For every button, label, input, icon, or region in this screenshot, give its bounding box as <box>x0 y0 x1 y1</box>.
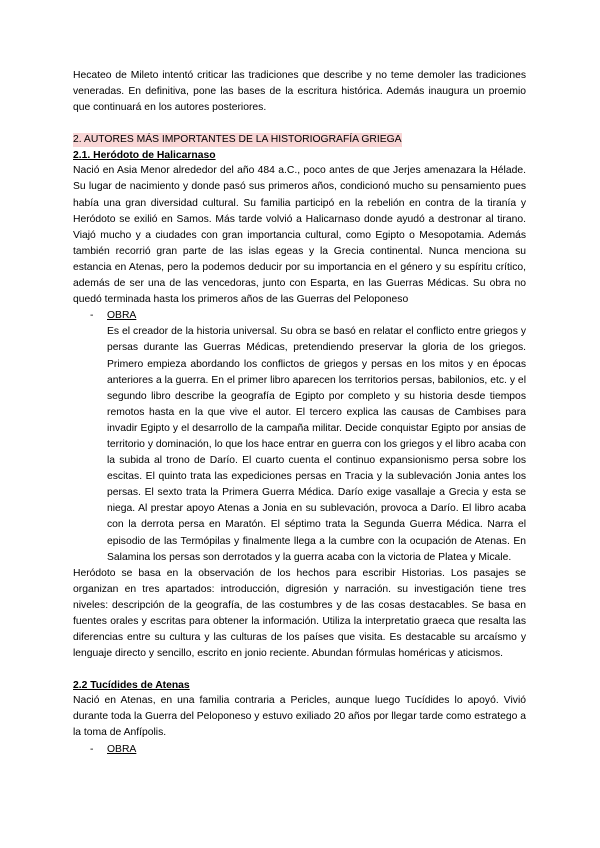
bullet-label: OBRA <box>107 743 137 755</box>
herodoto-obra-text: Es el creador de la historia universal. Su obra se basó en relatar el conflicto entre griegos y persas durante las Guerras Médicas, pretendiendo preservar la gloria de los griegos. Primero empieza abordando los conflictos de griegos y persas en los mitos y en épocas anteriores a la guerra. En el primer libro aparecen los territorios persas, babilonios, etc. y el segundo libro describe la geografía de Egipto por completo y su historia desde tiempos remotos hasta en la que vive el autor. El tercero explica las causas de Cambises para invadir Egipto y el desarrollo de la campaña militar. Decide conquistar Egipto por ansias de territorio y dominación, lo que los hace entrar en guerra con los griegos y el libro acaba con la subida al trono de Darío. El cuarto cuenta el continuo expansionismo persa sobre los escitas. El quinto trata las expediciones persas en Tracia y la sublevación Jonia antes los persas. El sexto trata la Primera Guerra Médica. Darío exige vasallaje a Grecia y esta se niega. Al prestar apoyo Atenas a Jonia en su sublevación, provoca a Darío. El libro acaba con la derrota persa en Maratón. El séptimo trata la Segunda Guerra Médica. Narra el episodio de las Termópilas y finalmente llega a la cumbre con la ocupación de Atenas. En Salamina los persas son derrotados y la guerra acaba con la victoria de Platea y Micale. <box>107 326 526 563</box>
section-gap <box>73 662 526 678</box>
herodoto-obra-bullet <box>73 308 526 324</box>
herodoto-title: 2.1. Heródoto de Halicarnaso <box>73 150 216 162</box>
document-page <box>73 68 526 758</box>
bullet-label: OBRA <box>107 310 137 322</box>
tucidides-bio: Nació en Atenas, en una familia contraria a Pericles, aunque luego Tucídides lo apoyó. Vivió durante toda la Guerra del Peloponeso y estuvo exiliado 20 años por llegar tarde como estratego a la toma de Anfípolis. <box>73 695 526 739</box>
section-heading-row <box>73 132 526 148</box>
section-heading: 2. AUTORES MÁS IMPORTANTES DE LA HISTORIOGRAFÍA GRIEGA <box>73 134 402 146</box>
tucidides-title: 2.2 Tucídides de Atenas <box>73 680 190 692</box>
bullet-dash: - <box>90 743 94 755</box>
tucidides-obra-bullet <box>73 742 526 758</box>
herodoto-method: Heródoto se basa en la observación de los hechos para escribir Historias. Los pasajes se organizan en tres apartados: introducción, digresión y narración. su investigación tiene tres niveles: descripción de la geografía, de las costumbres y de las cosas destacables. Se basa en fuentes orales y escritas para obtener la información. Utiliza la interpretatio graeca que resalta las diferencias entre su cultura y las culturas de los países que visita. Es destacable su arcaísmo y lenguaje directo y sencillo, escrito en jonio reciente. Abundan fórmulas homéricas y aticismos. <box>73 567 526 660</box>
herodoto-bio: Nació en Asia Menor alrededor del año 484 a.C., poco antes de que Jerjes amenazara la Hélade. Su lugar de nacimiento y donde pasó sus primeros años, condicionó mucho su pensamiento pues había una gran diversidad cultural. Su familia participó en la rebelión en contra de la tiranía y Heródoto se exilió en Samos. Más tarde volvió a Halicarnaso donde ayudó a destronar al tirano. Viajó mucho y a ciudades con gran importancia cultural, como Egipto o Mesopotamia. Además también recorrió gran parte de las islas egeas y la Grecia continental. Nunca menciona su estancia en Atenas, pero la podemos deducir por su importancia en el género y su espíritu crítico, además de ser una de las vencedoras, junto con Esparta, en las Guerras Médicas. Su obra no quedó terminada hasta los primeros años de las Guerras del Peloponeso <box>73 165 526 306</box>
bullet-dash: - <box>90 310 94 322</box>
intro-paragraph: Hecateo de Mileto intentó criticar las tradiciones que describe y no teme demoler las tradiciones veneradas. En definitiva, pone las bases de la escritura histórica. Además inaugura un proemio que continuará en los autores posteriores. <box>73 70 526 114</box>
